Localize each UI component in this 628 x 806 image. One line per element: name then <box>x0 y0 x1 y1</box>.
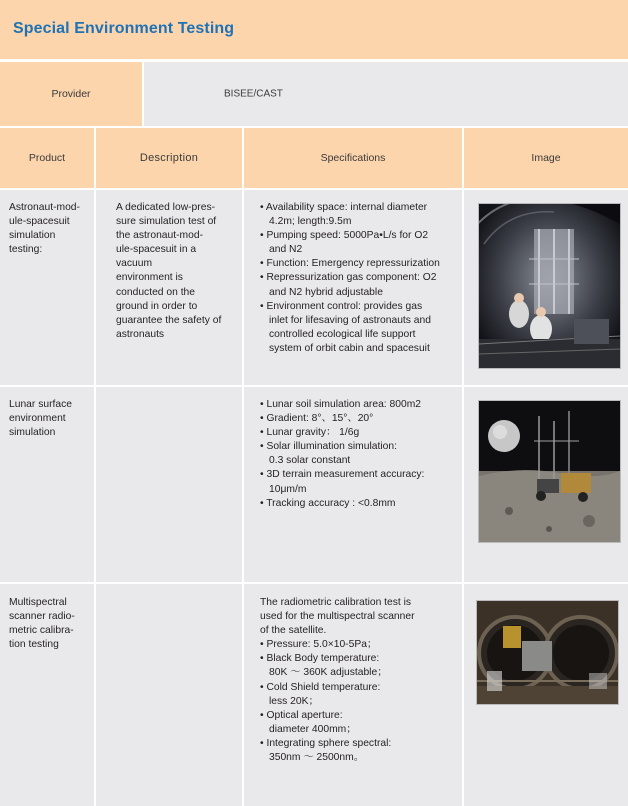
table-row <box>0 584 628 806</box>
product-text <box>9 398 72 440</box>
text-line: • Black Body temperature: <box>260 653 380 665</box>
text-line: and N2 <box>269 244 303 256</box>
text-line: • 3D terrain measurement accuracy: <box>260 469 425 481</box>
header-product-cell <box>0 128 94 188</box>
text-line: metric calibra- <box>9 625 74 637</box>
specifications-cell <box>244 387 462 582</box>
text-line: sure simulation test of <box>116 216 217 228</box>
product-text <box>9 201 80 257</box>
text-line: • Function: Emergency repressurization <box>260 258 440 270</box>
text-line: Lunar surface <box>9 399 72 410</box>
text-line: Multispectral <box>9 597 67 608</box>
provider-row <box>0 62 628 126</box>
text-line: system of orbit cabin and spacesuit <box>269 342 430 354</box>
text-line: A dedicated low-pres- <box>116 202 216 213</box>
table-row <box>0 190 628 385</box>
text-line: inlet for lifesaving of astronauts and <box>269 314 431 326</box>
product-cell <box>0 584 94 806</box>
text-line: • Repressurization gas component: O2 <box>260 272 437 284</box>
provider-value-cell <box>144 62 628 126</box>
image-cell <box>464 584 628 806</box>
text-line: • Pressure: 5.0×10-5Pa； <box>260 639 378 651</box>
provider-label-cell <box>0 62 142 126</box>
text-line: simulation <box>9 230 56 242</box>
text-line: the astronaut-mod- <box>116 230 203 242</box>
description-text <box>116 201 221 342</box>
text-line: conducted on the <box>116 286 196 298</box>
table-header-row <box>0 128 628 188</box>
thermal-vacuum-chambers-photo-icon <box>476 600 619 705</box>
provider-value: BISEE/CAST <box>224 88 283 100</box>
page-title: Special Environment Testing <box>13 20 235 37</box>
header-specifications-cell <box>244 128 462 188</box>
specifications-text <box>260 201 440 356</box>
table-row <box>0 387 628 582</box>
text-line: • Lunar gravity： 1/6g <box>260 427 360 439</box>
header-image-cell <box>464 128 628 188</box>
header-image: Image <box>531 152 561 164</box>
text-line: • Solar illumination simulation: <box>260 441 397 453</box>
text-line: • Cold Shield temperature: <box>260 681 381 693</box>
specifications-text <box>260 398 424 511</box>
header-specifications: Specifications <box>320 152 386 164</box>
description-cell <box>96 190 242 385</box>
text-line: guarantee the safety of <box>116 314 222 326</box>
text-line: • Pumping speed: 5000Pa•L/s for O2 <box>260 230 429 242</box>
text-line: testing: <box>9 244 43 256</box>
lunar-surface-photo-icon <box>478 400 621 543</box>
text-line: • Gradient: 8°、15°、20° <box>260 413 374 425</box>
text-line: environment <box>9 413 66 425</box>
specifications-cell <box>244 190 462 385</box>
provider-label: Provider <box>51 88 91 100</box>
text-line: ule-spacesuit in a <box>116 244 197 256</box>
text-line: vacuum <box>116 258 153 270</box>
text-line: • Availability space: internal diameter <box>260 202 428 213</box>
text-line: • Environment control: provides gas <box>260 300 423 312</box>
vacuum-chamber-photo-icon <box>478 203 621 369</box>
text-line: controlled ecological life support <box>269 328 416 340</box>
text-line: Astronaut-mod- <box>9 202 80 213</box>
title-bar <box>0 0 628 59</box>
text-line: 80K ～ 360K adjustable； <box>269 667 388 679</box>
header-product: Product <box>28 152 66 164</box>
text-line: 350nm ～ 2500nm。 <box>269 752 365 764</box>
header-description: Description <box>139 152 199 164</box>
text-line: The radiometric calibration test is <box>260 597 412 608</box>
text-line: 4.2m; length:9.5m <box>269 216 352 228</box>
text-line: of the satellite. <box>260 625 327 637</box>
text-line: ground in order to <box>116 300 198 312</box>
text-line: 0.3 solar constant <box>269 455 351 467</box>
text-line: tion testing <box>9 639 59 651</box>
description-cell <box>96 387 242 582</box>
product-text <box>9 596 75 652</box>
text-line: less 20K； <box>269 695 319 707</box>
specifications-cell <box>244 584 462 806</box>
text-line: environment is <box>116 272 183 284</box>
text-line: • Integrating sphere spectral: <box>260 737 392 749</box>
text-line: • Lunar soil simulation area: 800m2 <box>260 399 422 410</box>
text-line: scanner radio- <box>9 611 75 623</box>
image-cell <box>464 387 628 582</box>
text-line: and N2 hybrid adjustable <box>269 286 383 298</box>
text-line: • Optical aperture: <box>260 709 343 721</box>
text-line: 10μm/m <box>269 483 307 495</box>
text-line: ule-spacesuit <box>9 216 70 228</box>
text-line: astronauts <box>116 328 165 340</box>
image-cell <box>464 190 628 385</box>
description-cell <box>96 584 242 806</box>
specifications-text <box>260 596 415 765</box>
product-cell <box>0 190 94 385</box>
header-description-cell <box>96 128 242 188</box>
text-line: simulation <box>9 427 56 439</box>
text-line: used for the multispectral scanner <box>260 611 415 623</box>
text-line: diameter 400mm； <box>269 723 357 735</box>
product-cell <box>0 387 94 582</box>
text-line: • Tracking accuracy : <0.8mm <box>260 497 396 509</box>
